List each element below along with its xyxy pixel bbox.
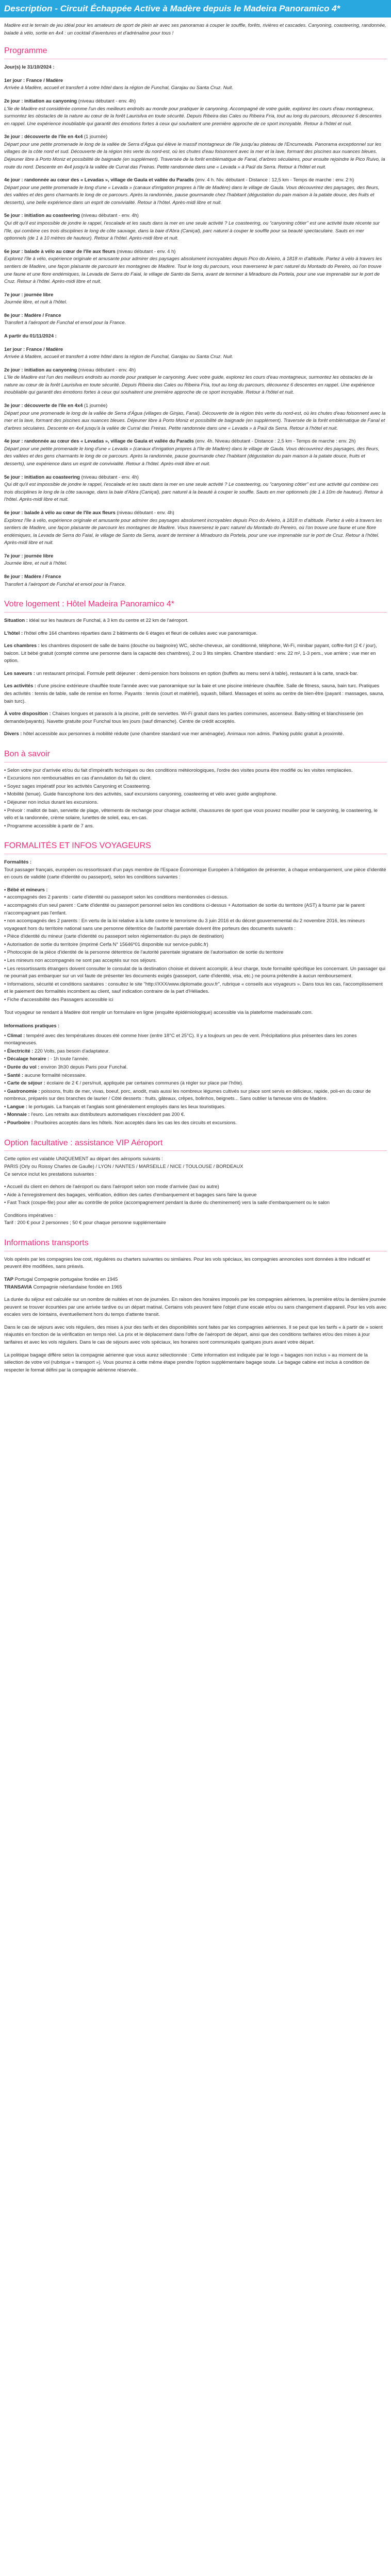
info-item: [4, 1119, 387, 1127]
programme-day: [4, 291, 387, 306]
transport-company: [4, 1283, 387, 1291]
hotel-paragraph-text: hôtel accessible aux personnes à mobilité réduite (une chambre standard vue mer aménagée). Animaux non admis. Parking public gratuit à proximité.: [22, 731, 344, 737]
vip-para2: Ce service inclut les prestations suivantes :: [4, 1171, 97, 1177]
transport-company: [4, 1276, 387, 1283]
info-item-label: Pourboire :: [7, 1120, 33, 1126]
hotel-paragraph: [4, 682, 387, 705]
transport-para2: La durée du séjour est calculée sur un nombre de nuitées et non de journées. En raison des horaires imposés par les compagnies aériennes, la première et/ou la dernière journée peuvent se trouver écourtées par une arrivée tardive ou un départ matinal. Certains vols peuvent faire l'objet d'une escale et/ou ou sans changement d'appareil. Pour les vols avec escales vers de lointains, éventuellement hors du temps d'attente transit.: [4, 1296, 387, 1317]
vip-service-item: • Accueil du client en dehors de l'aéroport ou dans l'aéroport selon son mode d'arrivée (taxi ou autre): [4, 1183, 387, 1191]
vip-conditions: [4, 1212, 387, 1227]
day-title-text: 8e jour : Madère / France: [4, 312, 61, 318]
formalites-item: • Pièce d'identité du mineur (carte d'identité ou passeport selon réglementation du pays de destination): [4, 933, 387, 940]
day-title: [4, 248, 387, 256]
programme-day: [4, 133, 387, 171]
info-item-text: l'euro. Les retraits aux distributeurs automatiques n'excèdent pas 200 €.: [29, 1111, 185, 1117]
formalites-list: [4, 893, 387, 1003]
day-title: [4, 63, 387, 71]
hotel-paragraph: [4, 630, 387, 637]
info-item-label: Langue :: [7, 1103, 27, 1109]
day-title-option: (env. 4 h. Niv. débutant - Distance : 12,5 km - Temps de marche : env. 2 h): [195, 177, 354, 183]
day-title-text: 4e jour : randonnée au cœur des « Levadas », village de Gaula et vallée du Paradis: [4, 438, 194, 444]
day-title-text: 5e jour : initiation au coasteering: [4, 212, 80, 218]
transport-company-text: Portugal Compagnie portugaise fondée en 1945: [13, 1276, 118, 1282]
info-item: [4, 1047, 387, 1055]
day-title-text: 4e jour : randonnée au cœur des « Levadas », village de Gaula et vallée du Paradis: [4, 177, 194, 183]
hotel-paragraph: [4, 730, 387, 738]
vip-airports: PARIS (Orly ou Roissy Charles de Gaulle) / LYON / NANTES / MARSEILLE / NICE / TOULOUSE / BORDEAUX: [4, 1163, 243, 1169]
info-item-text: environ 3h30 depuis Paris pour Funchal.: [39, 1063, 128, 1070]
day-title-option: (niveau débutant - env. 4h): [117, 509, 174, 515]
formalites-heading: FORMALITÉS ET INFOS VOYAGEURS: [4, 840, 387, 854]
programme-day: [4, 312, 387, 327]
formalites-item: • Autorisation de sortie du territoire (imprimé Cerfa N° 15646*01 disponible sur service-public.fr): [4, 941, 387, 948]
programme-day: [4, 509, 387, 547]
day-text: Départ pour une promenade le long de la vallée de Serra d'Água (villages de Ginjas, Fanal). Découverte de la région très verte du nord-est, où les chutes d'eau foisonnent avec la mer et la lave, formant des piscines aux nuances bleues. Déjeuner libre à Porto Moniz et possibilité de baignade (en supplément). Traversée de la forêt emblématique de Fanal et d'arbres séculaires. Descente en 4x4 jusqu'à la vallée de Curral das Freiras. Petite randonnée dans une « Levada » à Paúl da Serra. Retour à l'hôtel et nuit.: [4, 410, 386, 431]
day-title-text: 1er jour : France / Madère: [4, 77, 63, 83]
day-title: [4, 473, 387, 481]
day-title: [4, 552, 387, 560]
day-text: Explorez l'île à vélo, expérience originale et amusante pour admirer des paysages absolument incroyables depuis Pico do Arieiro, à 1818 m d'altitude. Partez à vélo à travers les sentiers de Madère, une façon plaisante de parcourir les montagnes de Madère. Vous traverserez le parc naturel du Montado do Pereiro, où l'on trouve une faune et une flore endémiques, la Levada de Serra do Faial, le village de Santo da Serra, avant de terminer à Miradouro da Portela, pour une vue imprenable sur le port de Cruz. Retour à l'hôtel. Après-midi libre et nuit.: [4, 517, 382, 546]
info-item-label: Décalage horaire :: [7, 1056, 50, 1062]
info-item-label: Durée du vol :: [7, 1063, 40, 1070]
hotel-paragraph-label: Situation :: [4, 617, 28, 623]
hotel-paragraph-text: les chambres disposent de salle de bains (douche ou baignoire) WC, sèche-cheveux, air conditionné, téléphone, Wi-Fi, minibar payant, coffre-fort (2 € / jour), balcon. Lit bébé gratuit (compté comme une personne dans la capacité des chambres), 2 ou 3 lits simples. Chambre standard : env. 22 m², 1-3 pers., vue arrière ; vue mer en option.: [4, 642, 377, 664]
day-title-text: 3e jour : découverte de l'île en 4x4: [4, 133, 83, 140]
hotel-paragraph-label: Les saveurs :: [4, 670, 35, 676]
transport-para1: Vols opérés par les compagnies low cost, régulières ou charters suivantes ou similaires. Pour les vols spéciaux, les compagnies annoncées sont données à titre indicatif et peuvent être modifiées, sans préavis.: [4, 1256, 370, 1269]
programme-day: [4, 212, 387, 242]
day-text: Qui dit qu'il est impossible de jondre le rappel, l'escalade et les sauts dans la mer en une seule activité ? Le coasteering, ou "canyoning côtier" est une activité qui combine ces trois disciplines le long de la côte sauvage, dans la baie d'Abra (Caniçal), parc naturel à la beauté à couper le souffle. Sauts en mer optionnels (de 1 à 10m de hauteur). Retour à l'hôtel. Après-midi libre et nuit.: [4, 481, 383, 502]
day-title-option: (env. 4h. Niveau débutant - Distance : 2,5 km - Temps de marche : env. 2h): [195, 438, 356, 444]
day-title-option: (niveau débutant - env. 4h): [81, 212, 139, 218]
programme-day: [4, 346, 387, 361]
info-item-label: Monnaie :: [7, 1111, 30, 1117]
hotel-paragraph-label: Les activités :: [4, 683, 37, 689]
day-title-text: 6e jour : balade à vélo au cœur de l'île aux fleurs: [4, 509, 116, 515]
day-title-text: 2e jour : initiation au canyoning: [4, 97, 77, 104]
bon-a-savoir-item: • Prévoir : maillot de bain, serviette de plage, vêtements de rechange pour chaque activité, chaussures de sport que vous pouvez mouiller pour le canyoning, le coasteering, le vélo et la randonnée, crème solaire, lunettes de soleil, eau, en-cas.: [4, 807, 387, 822]
day-title-text: 7e jour : journée libre: [4, 291, 54, 297]
transport-heading: Informations transports: [4, 1237, 387, 1251]
day-text: Transfert à l'aéroport de Funchal et envol pour la France.: [4, 581, 126, 587]
info-item: [4, 1055, 387, 1063]
info-item-text: 220 Volts, pas besoin d'adaptateur.: [33, 1047, 110, 1054]
day-title: [4, 133, 387, 141]
day-title-option: (1 journée): [84, 133, 108, 140]
day-title-option: (niveau débutant - env. 4h): [78, 366, 136, 372]
hotel-paragraph: [4, 642, 387, 665]
info-item-label: Électricité :: [7, 1047, 34, 1054]
hotel-paragraph-label: À votre disposition :: [4, 710, 51, 717]
bon-a-savoir-item: • Selon votre jour d'arrivée et/ou du fait d'impératifs techniques ou des conditions météorologiques, l'ordre des visites pourra être modifié ou les visites remplacées.: [4, 767, 387, 774]
formalites-item: • accompagnés d'un seul parent : Carte d'identité ou passeport personnel selon les conditions ci-dessus + Autorisation de sortie du territoire (AST) à fournir par le parent n'accompagnant pas l'enfant.: [4, 902, 387, 917]
info-item: [4, 1063, 387, 1071]
day-title: [4, 332, 387, 340]
day-text: L'île de Madère est l'un des meilleurs endroits au monde pour pratiquer le canyoning. Avec votre guide, explorez les cours d'eau montagneux, surmontez les obstacles de la nature au cœur de la forêt Laurisilva en toute sécurité. Depuis Ribeira das Cales ou Ribeira Fria, tout au long du parcours, découvrez 6 descentes en rappel. Une expérience inoubliable qui garantit des émotions fortes à ceux qui souhaitent une première approche de ce sport incroyable. Retour à l'hôtel et nuit.: [4, 374, 375, 395]
programme-day: [4, 473, 387, 503]
info-item: [4, 1032, 387, 1047]
day-title-text: 7e jour : journée libre: [4, 552, 54, 558]
formalites-block: [4, 858, 387, 881]
transport-para3: Dans le cas de séjours avec vols réguliers, des mises à jour des tarifs et des disponibilités sont faites par les compagnies aériennes. Il se peut que les tarifs « à partir de » soient réajustés en fonction de la vérification en temps réel. La prix et le déplacement dans l'offre de l'aéroport de départ, ainsi que des conditions tarifaires et/ou des mises à jour tarifaires et avec les vols réguliers. Dans le cas de séjours avec vols spéciaux, les horaires sont communiqués quelques jours avant votre départ.: [4, 1324, 383, 1345]
transport-company-label: TAP: [4, 1276, 14, 1282]
programme-day: [4, 573, 387, 588]
hotel-paragraph: [4, 710, 387, 725]
main-content: [0, 22, 391, 1385]
formalites-item: • Informations, sécurité et conditions sanitaires : consultez le site "http://XXX/www.diplomatie.gouv.fr", rubrique « conseils aux voyageurs ». Dans tous les cas, l'accomplissement et le paiement des formalités incombent au client, sauf indication contraire de la part d'Héliades.: [4, 980, 387, 995]
info-item: [4, 1072, 387, 1079]
hotel-paragraph-text: Chaises longues et parasols à la piscine, prêt de serviettes. Wi-Fi gratuit dans les parties communes, ascenseur. Baby-sitting et blanchisserie (en demande/payants). Navette gratuite pour Funchal tous les jours (sauf dimanche). Centre de crédit acceptés.: [4, 710, 364, 724]
hotel-paragraph: [4, 617, 387, 624]
info-item: [4, 1111, 387, 1118]
vip-block: [4, 1155, 387, 1178]
day-text: Arrivée à Madère, accueil et transfert à votre hôtel dans la région de Funchal, Garajau ou Santa Cruz. Nuit.: [4, 353, 233, 360]
vip-service-item: • Fast Track (coupe-file) pour aller au contrôle de police (accompagnement pendant la durée du cheminement) vers la salle d'embarquement ou le salon: [4, 1199, 387, 1207]
intro-text: Madère est le terrain de jeu idéal pour les amateurs de sport de plein air avec ses panoramas à couper le souffle, forêts, rivières et cascades. Canyoning, coasteering, randonnée, balade à vélo, sortie en 4x4 : un cocktail d'aventures et d'adrénaline pour tous !: [4, 22, 386, 36]
transport-company-label: TRANSAVIA: [4, 1283, 32, 1290]
vip-service-item: • Aide à l'enregistrement des bagages, vérification, édition des cartes d'embarquement et bagages sans faire la queue: [4, 1191, 387, 1199]
info-item: [4, 1088, 387, 1103]
hotel-heading: Votre logement : Hôtel Madeira Panoramico 4*: [4, 598, 387, 613]
vip-para1: Cette option est valable UNIQUEMENT au départ des aéroports suivants :: [4, 1156, 163, 1162]
bon-a-savoir-item: • Programme accessible à partir de 7 ans.: [4, 822, 387, 830]
day-text: Départ pour une petite promenade le long d'une « Levada » (canaux d'irrigation propres à l'île de Madère) dans le village de Gaula. Vous découvrirez des paysages, des fleurs, des vallées et des gens charmants le long de ce parcours. Après la randonnée, pause gourmande chez l'habitant (dégustation du pain maison à la patate douce, des fruits et desserts), une belle expérience dans un esprit de convivialité. Retour à l'hôtel. Après-midi libre et nuit.: [4, 184, 380, 205]
programme-day: [4, 63, 387, 71]
formalites-intro: Tout passager français, européen ou ressortissant d'un pays membre de l'Espace Économique Européen à l'obligation de présenter, à chaque embarquement, une pièce d'identité en cours de validité (carte d'identité ou passeport), selon les conditions suivantes :: [4, 866, 386, 880]
bon-a-savoir-item: • Soyez sages impératif pour les activités Canyoning et Coasteering.: [4, 783, 387, 790]
formalites-item: • accompagnés des 2 parents : carte d'identité ou passeport selon les conditions mentionnées ci-dessus.: [4, 893, 387, 901]
programme-day: [4, 402, 387, 432]
day-title-text: 3e jour : découverte de l'île en 4x4: [4, 402, 83, 409]
hotel-paragraph-label: L'hôtel :: [4, 630, 23, 636]
day-text: Explorez l'île à vélo, expérience originale et amusante pour admirer des paysages absolument incroyables depuis Pico do Arieiro, à 1818 m d'altitude. Partez à vélo à travers les sentiers de Madère, une façon plaisante de parcourir les montagnes de Madère. Tout le long du parcours, vous traverserez le parc naturel du Montado do Pereiro, où l'on trouve une faune et une flore endémiques, la Levada de Serra do Faial, le village de Santo da Serra, avant de terminer à Miradouro da Portela, pour une vue imprenable sur le port de Cruz. Retour à l'hôtel. Après-midi libre et nuit.: [4, 256, 382, 284]
info-item-text: Pourboires acceptés dans les hôtels. Non acceptés dans les cas les des circuits et excursions.: [32, 1120, 237, 1126]
info-item: [4, 1079, 387, 1087]
day-title-text: 1er jour : France / Madère: [4, 346, 63, 352]
info-item-label: Carte de séjour :: [7, 1080, 45, 1086]
day-text: Journée libre, et nuit à l'hôtel.: [4, 560, 68, 566]
vip-heading: Option facultative : assistance VIP Aéroport: [4, 1137, 387, 1151]
hotel-description: [4, 617, 387, 738]
vip-conditions-label: Conditions impératives :: [4, 1212, 56, 1218]
bon-a-savoir-item: • Déjeuner non inclus durant les excursions.: [4, 799, 387, 806]
info-item-text: écolaire de 2 € / pers/nuit, appliquée par certaines communes (à régler sur place par l'hôte).: [45, 1080, 243, 1086]
programme-day: [4, 176, 387, 206]
infos-pratiques-label: Informations pratiques :: [4, 1023, 60, 1029]
programme-day: [4, 437, 387, 467]
info-item-label: Climat :: [7, 1032, 25, 1038]
day-title: [4, 437, 387, 445]
transport-company-text: Compagnie néerlandaise fondée en 1965: [32, 1283, 122, 1290]
day-title-option: (1 journée): [84, 402, 108, 409]
formalites-item: • Fiche d'accessibilité des Passagers accessible ici: [4, 996, 387, 1004]
hotel-paragraph-text: idéal sur les hauteurs de Funchal, à 3 km du centre et 22 km de l'aéroport.: [27, 617, 189, 623]
day-title-option: (niveau débutant - env. 4h): [78, 97, 136, 104]
day-text: L'île de Madère est considérée comme l'un des meilleurs endroits au monde pour pratiquer le canyoning. Accompagné de votre guide, explorez les cours d'eau montagneux, surmontez les obstacles de la nature au cœur de la forêt Laurisilva en toute sécurité. Depuis Ribeira das Cales ou Ribeira Fria, tout au long du parcours, découvrez 6 descentes en rappel. Une expérience inoubliable qui garantit des émotions fortes à ceux qui souhaitent une première approche de ce sport incroyable. Retour à l'hôtel et nuit.: [4, 105, 382, 126]
programme-heading: Programme: [4, 45, 387, 59]
day-text: Transfert à l'aéroport de Funchal et envol pour la France.: [4, 319, 126, 326]
transport-para4: La politique bagage diffère selon la compagnie aérienne que vous aurez sélectionnée : Cette information est indiquée par le logo « bagages non inclus » au moment de la sélection de votre vol (rubrique « transport »). Vous pourrez à cette même étape prendre l'option supplémentaire bagage soute. Le bagage cabine est inclus à condition de respecter le format défini par la compagnie aérienne réservée.: [4, 1351, 369, 1372]
transport-companies: [4, 1276, 387, 1291]
bon-a-savoir-heading: Bon à savoir: [4, 748, 387, 762]
day-title: [4, 346, 387, 353]
info-item-label: Gastronomie :: [7, 1088, 40, 1094]
programme-day: [4, 366, 387, 396]
programme-day: [4, 97, 387, 127]
hotel-paragraph-text: d'une piscine extérieure chauffée toute l'année avec vue panoramique sur la baie et une piscine intérieure chauffée. Salle de fitness, sauna, bain turc. Pratiques des activités : tennis de table, salle de remise en forme. Payants : tennis (court et matériel), squash, billard. Massages et soins au centre de bien-être (payant : massages, sauna, bain turc).: [4, 683, 384, 704]
day-title: [4, 402, 387, 410]
programme-list: [4, 63, 387, 588]
bon-a-savoir-list: [4, 767, 387, 830]
day-title-text: 5e jour : initiation au coasteering: [4, 473, 80, 480]
info-item-text: poissons, fruits de mer, vivas, boeuf, porc, anodit, mais aussi les nombreux légumes cultivés sur place sont servis en délicieux, rapide, poli-en du cœur de nombreux, préparés sur des branches de laurier / Côté desserts : fruits, gâteaux, crêpes, bolinhos, beignets... Sans oublier la fameuse vins de Madère.: [4, 1088, 371, 1101]
day-title-text: A partir du 01/11/2024 :: [4, 332, 57, 338]
day-title: [4, 509, 387, 517]
formalites-item: • non accompagnés des 2 parents : En vertu de la loi relative à la lutte contre le terrorisme du 3 juin 2016 et du décret gouvernemental du 2 novembre 2016, les mineurs voyageant hors du territoire national sans une personne détentrice de l'autorité parentale doivent être porteurs des documents suivants :: [4, 917, 387, 932]
day-title: [4, 291, 387, 299]
bon-a-savoir-item: • Mobilité (tenue). Guide francophone lors des activités, sauf excursions canyoning, coasteering et vélo avec guide anglophone.: [4, 790, 387, 798]
bon-a-savoir-item: • Excursions non remboursables en cas d'annulation du fait du client.: [4, 774, 387, 782]
day-text: Journée libre, et nuit à l'hôtel.: [4, 299, 68, 305]
day-title: [4, 212, 387, 219]
day-title-text: 2e jour : initiation au canyoning: [4, 366, 77, 372]
programme-day: [4, 77, 387, 92]
hotel-paragraph-text: l'hôtel offre 164 chambres réparties dans 2 bâtiments de 6 étages et fleuri de cellules avec vue panoramique.: [23, 630, 258, 636]
day-text: Qui dit qu'il est impossible de jondre le rappel, l'escalade et les sauts dans la mer en une seule activité ? Le coasteering, ou "canyoning côtier" est une activité toute récente sur l'île, qui combine ces trois disciplines le long de côte sauvage, dans la baie d'Abra (Caniçal), parc naturel à couper le souffle pour sa beauté spectaculaire. Sauts en mer optionnels (de 1 à 10 mètres de hauteur). Retour à l'hôtel. Après-midi libre et nuit.: [4, 220, 380, 241]
programme-day: [4, 552, 387, 567]
vip-services-list: [4, 1183, 387, 1207]
formalites-item: • Les mineurs non accompagnés ne sont pas acceptés sur nos séjours.: [4, 957, 387, 964]
day-text: Arrivée à Madère, accueil et transfert à votre hôtel dans la région de Funchal, Garajau ou Santa Cruz. Nuit.: [4, 84, 233, 91]
day-title-text: 6e jour : balade à vélo au cœur de l'île aux fleurs: [4, 248, 116, 254]
bebe-mineurs-label: • Bébé et mineurs :: [4, 886, 48, 892]
info-item: [4, 1103, 387, 1111]
day-title: [4, 366, 387, 374]
day-title-text: Jour(s) le 31/10/2024 :: [4, 64, 55, 70]
info-item-label: Santé :: [7, 1072, 24, 1078]
hotel-paragraph-label: Divers :: [4, 731, 22, 737]
programme-day: [4, 248, 387, 285]
infos-pratiques-list: [4, 1032, 387, 1127]
day-title-option: (niveau débutant - env. 4h): [81, 473, 139, 480]
day-text: Départ pour une petite promenade le long d'une « Levada » (canaux d'irrigation propres à l'île de Madère) dans le village de Gaula. Vous découvrirez des paysages, des fleurs, des vallées et des gens charmants le long de ce parcours. Après la randonnée, pause gourmande chez l'habitant (dégustation du pain maison à la patate douce, fruits et desserts), une expérience dans un esprit de convivialité. Retour à l'hôtel. Après-midi libre et nuit.: [4, 445, 380, 467]
day-title: [4, 573, 387, 581]
vip-conditions-text: Tarif : 200 € pour 2 personnes ; 50 € pour chaque personne supplémentaire: [4, 1219, 166, 1226]
day-text: Départ pour une petite promenade le long de la vallée de Serra d'Água qui élève le massif montagneux de l'île jusqu'au plateau de l'Encumeada. Panorama exceptionnel sur les villages de la côte nord et sud. Découverte de la région très verte du nord-est, où les chutes d'eau foisonnent avec la mer et la lave, formant des piscines aux nuances bleues. Déjeuner libre à Porto Moniz et possibilité de baignade (en supplément). Traversée de la forêt emblématique de Fanal, d'arbres séculaires, pour ensuite rejoindre le Pico Ruivo, la route du nord. Descente en 4x4 jusqu'à la vallée de Curral das Freiras. Petite randonnée dans une « Levada » à Paúl da Serra. Retour à l'hôtel et nuit.: [4, 141, 385, 170]
day-title-text: 8e jour : Madère / France: [4, 573, 61, 579]
hotel-paragraph-text: un restaurant principal. Formule petit déjeuner : demi-pension hors boissons en option (buffets au menu servi à table), restaurant à la carte, snack-bar.: [35, 670, 359, 676]
formalites-item: • Photocopie de la pièce d'identité de la personne détentrice de l'autorité parentale signataire de l'autorisation de sortie du territoire: [4, 948, 387, 956]
info-item-text: le portugais. La français et l'anglais sont généralement employés dans les lieux touristiques.: [27, 1103, 226, 1109]
info-item-text: aucune formalité nécessaire.: [23, 1072, 87, 1078]
programme-day: [4, 332, 387, 340]
day-title: [4, 77, 387, 84]
day-title: [4, 176, 387, 184]
info-item-text: - 1h toute l'année.: [49, 1056, 89, 1062]
hotel-paragraph: [4, 670, 387, 677]
day-title-option: (niveau débutant - env. 4 h): [117, 248, 176, 254]
hotel-paragraph-label: Les chambres :: [4, 642, 40, 649]
formalites-item: • Les ressortissants étrangers doivent consulter le consulat de la destination choisie et doivent accomplir, à leur charge, toute formalité spécifique les concernant. Un passager qui ne pourrait pas embarquer sur un vol faute de présenter les documents exigés (passeport, carte d'identité, visa, etc.) ne pourra prétendre à aucun remboursement.: [4, 965, 387, 980]
info-item-text: tempéré avec des températures douces été comme hiver (entre 18°C et 25°C). Il y a toujours un peu de vent. Précipitations plus présentes dans les zones montagneuses.: [4, 1032, 357, 1046]
day-title: [4, 97, 387, 105]
sante-text: Tout voyageur se rendant à Madère doit remplir un formulaire en ligne (enquête épidémiologique) accessible via la plateforme madeirasafe.com.: [4, 1009, 313, 1015]
formalites-label: Formalités :: [4, 859, 32, 865]
day-title: [4, 312, 387, 319]
page-title: Description - Circuit Échappée Active à Madère depuis le Madeira Panoramico 4*: [0, 0, 391, 18]
